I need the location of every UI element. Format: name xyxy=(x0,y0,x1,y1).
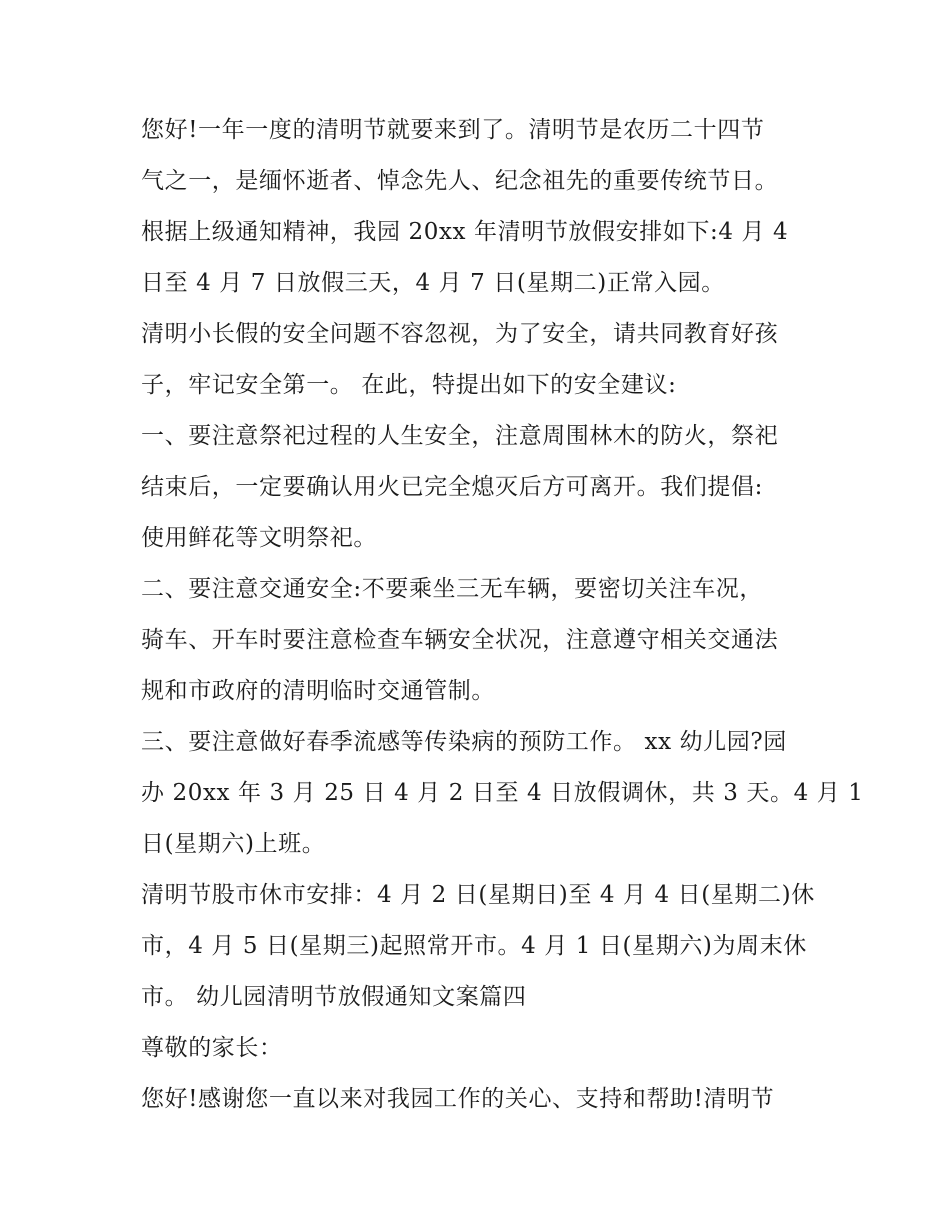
text-line: 根据上级通知精神，我园 20xx 年清明节放假安排如下:4 月 4 xyxy=(141,219,789,245)
text-line: 清明节股市休市安排：4 月 2 日(星期日)至 4 月 4 日(星期二)休 xyxy=(141,882,815,908)
text-line: 清明小长假的安全问题不容忽视，为了安全，请共同教育好孩 xyxy=(141,321,779,347)
text-line: 气之一，是缅怀逝者、悼念先人、纪念祖先的重要传统节日。 xyxy=(141,168,779,194)
text-line: 三、要注意做好春季流感等传染病的预防工作。 xx 幼儿园?园 xyxy=(141,729,787,755)
text-line: 一、要注意祭祀过程的人生安全，注意周围林木的防火，祭祀 xyxy=(141,423,779,449)
text-line: 骑车、开车时要注意检查车辆安全状况，注意遵守相关交通法 xyxy=(141,627,779,653)
text-line: 市，4 月 5 日(星期三)起照常开市。4 月 1 日(星期六)为周末休 xyxy=(141,933,807,959)
document-body xyxy=(141,105,864,1125)
text-line: 市。 幼儿园清明节放假通知文案篇四 xyxy=(141,984,527,1010)
text-line: 二、要注意交通安全:不要乘坐三无车辆，要密切关注车况， xyxy=(141,576,763,602)
text-line: 您好!一年一度的清明节就要来到了。清明节是农历二十四节 xyxy=(141,117,765,143)
text-line: 尊敬的家长： xyxy=(141,1035,283,1061)
text-line: 日至 4 月 7 日放假三天，4 月 7 日(星期二)正常入园。 xyxy=(141,270,725,296)
text-line: 使用鲜花等文明祭祀。 xyxy=(141,525,377,551)
text-line: 规和市政府的清明临时交通管制。 xyxy=(141,678,495,704)
text-line: 子，牢记安全第一。 在此，特提出如下的安全建议: xyxy=(141,372,677,398)
text-line: 办 20xx 年 3 月 25 日 4 月 2 日至 4 日放假调休，共 3 天。4 月 1 xyxy=(141,780,864,806)
text-line: 结束后，一定要确认用火已完全熄灭后方可离开。我们提倡: xyxy=(141,474,763,500)
text-line: 您好!感谢您一直以来对我园工作的关心、支持和帮助!清明节 xyxy=(141,1086,775,1112)
text-line: 日(星期六)上班。 xyxy=(141,831,326,857)
